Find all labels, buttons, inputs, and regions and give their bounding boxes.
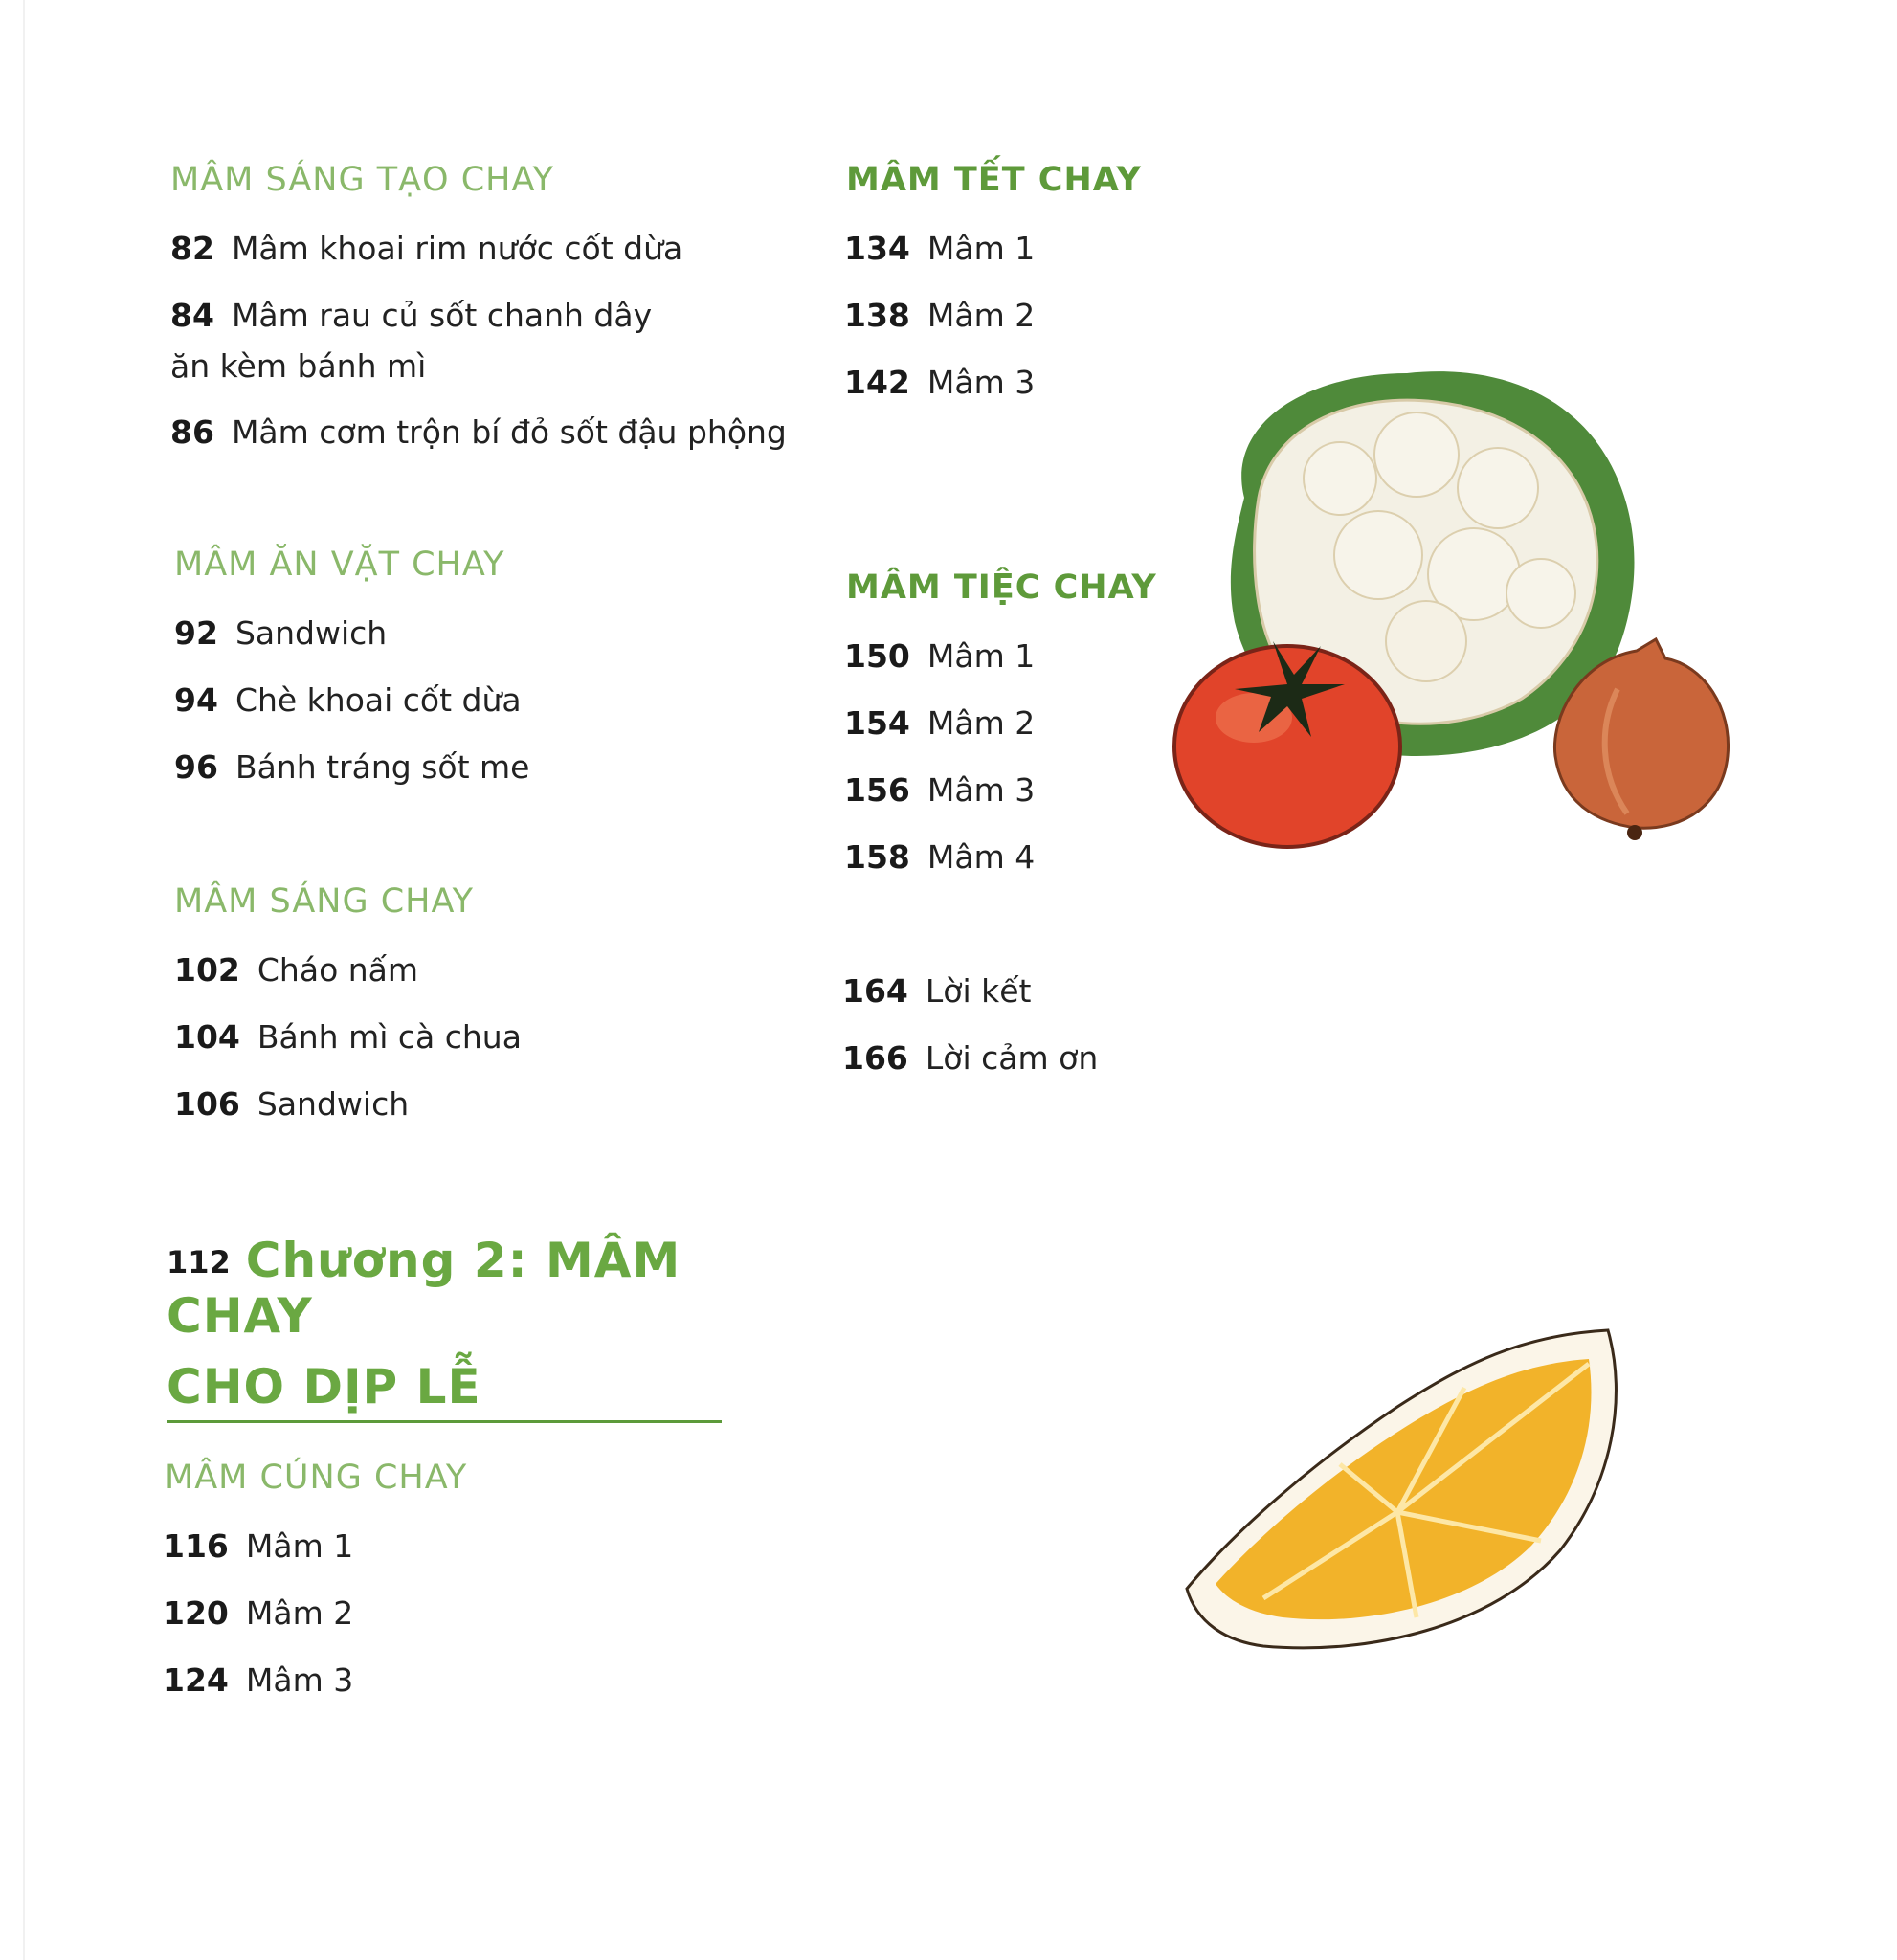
- page-number: 164: [842, 972, 908, 1010]
- entry-title: Mâm 1: [245, 1527, 354, 1565]
- toc-entry[interactable]: [844, 704, 1035, 742]
- chapter-page-number: 112: [167, 1244, 231, 1281]
- orange-slice-icon: [1187, 1330, 1616, 1648]
- section-title-sang-tao: MÂM SÁNG TẠO CHAY: [170, 161, 555, 199]
- page-number: 106: [174, 1085, 240, 1123]
- entry-title: Mâm 3: [926, 364, 1036, 401]
- page-number: 84: [170, 297, 214, 334]
- entry-title: Lời cảm ơn: [925, 1039, 1099, 1077]
- page-number: 82: [170, 230, 214, 267]
- entry-title: Mâm cơm trộn bí đỏ sốt đậu phộng: [231, 413, 787, 451]
- page-number: 104: [174, 1018, 240, 1056]
- chapter-title-line1: Chương 2: MÂM CHAY: [167, 1233, 681, 1344]
- section-title-cung: MÂM CÚNG CHAY: [165, 1459, 468, 1497]
- page-number: 156: [844, 771, 910, 809]
- toc-entry[interactable]: [844, 771, 1035, 809]
- entry-title: Mâm 1: [926, 637, 1036, 675]
- page-number: 142: [844, 364, 910, 401]
- page-number: 124: [163, 1661, 229, 1699]
- page-number: 134: [844, 230, 910, 267]
- entry-title: Lời kết: [925, 972, 1032, 1010]
- page-number: 150: [844, 637, 910, 675]
- page-number: 154: [844, 704, 910, 742]
- page-number: 158: [844, 838, 910, 876]
- toc-entry[interactable]: [163, 1661, 353, 1699]
- toc-entry[interactable]: [170, 297, 652, 385]
- chapter-title-line2: CHO DỊP LỄ: [167, 1359, 481, 1414]
- toc-entry[interactable]: [174, 748, 529, 786]
- entry-title: Mâm 1: [926, 230, 1036, 267]
- toc-entry[interactable]: [174, 614, 387, 652]
- chapter-heading[interactable]: [167, 1233, 722, 1423]
- entry-title: Sandwich: [257, 1085, 410, 1123]
- page-number: 116: [163, 1527, 229, 1565]
- toc-entry[interactable]: [170, 230, 682, 267]
- toc-entry[interactable]: [844, 637, 1035, 675]
- page-number: 94: [174, 681, 218, 719]
- entry-title-continued: ăn kèm bánh mì: [170, 347, 427, 385]
- section-title-tiec: MÂM TIỆC CHAY: [846, 568, 1157, 607]
- toc-entry[interactable]: [170, 413, 787, 451]
- entry-title: Sandwich: [234, 614, 388, 652]
- toc-entry[interactable]: [844, 297, 1035, 334]
- page-spine-shadow: [23, 0, 25, 1960]
- page-number: 102: [174, 951, 240, 989]
- entry-title: Chè khoai cốt dừa: [234, 681, 522, 719]
- section-title-sang: MÂM SÁNG CHAY: [174, 882, 475, 921]
- toc-entry[interactable]: [842, 1039, 1098, 1077]
- toc-entry[interactable]: [844, 230, 1035, 267]
- toc-entry[interactable]: [174, 1085, 409, 1123]
- page-number: 120: [163, 1594, 229, 1632]
- toc-entry[interactable]: [174, 951, 418, 989]
- entry-title: Mâm 3: [926, 771, 1036, 809]
- entry-title: Cháo nấm: [257, 951, 419, 989]
- toc-entry[interactable]: [174, 1018, 522, 1056]
- section-title-tet: MÂM TẾT CHAY: [846, 161, 1142, 199]
- page-number: 96: [174, 748, 218, 786]
- entry-title: Mâm 4: [926, 838, 1036, 876]
- vegetables-illustration: [1168, 354, 1761, 852]
- orange-slice-illustration: [1177, 1321, 1637, 1675]
- entry-title: Mâm rau củ sốt chanh dây: [231, 297, 653, 334]
- page-number: 138: [844, 297, 910, 334]
- toc-entry[interactable]: [174, 681, 522, 719]
- entry-title: Mâm khoai rim nước cốt dừa: [231, 230, 683, 267]
- entry-title: Mâm 2: [926, 704, 1036, 742]
- toc-entry[interactable]: [842, 972, 1031, 1010]
- toc-entry[interactable]: [163, 1594, 353, 1632]
- page-number: 92: [174, 614, 218, 652]
- toc-entry[interactable]: [844, 838, 1035, 876]
- toc-entry[interactable]: [163, 1527, 353, 1565]
- entry-title: Bánh tráng sốt me: [234, 748, 530, 786]
- page-number: 166: [842, 1039, 908, 1077]
- entry-title: Mâm 3: [245, 1661, 354, 1699]
- entry-title: Mâm 2: [926, 297, 1036, 334]
- section-title-an-vat: MÂM ĂN VẶT CHAY: [174, 546, 505, 584]
- toc-entry[interactable]: [844, 364, 1035, 401]
- entry-title: Bánh mì cà chua: [257, 1018, 522, 1056]
- entry-title: Mâm 2: [245, 1594, 354, 1632]
- page-number: 86: [170, 413, 214, 451]
